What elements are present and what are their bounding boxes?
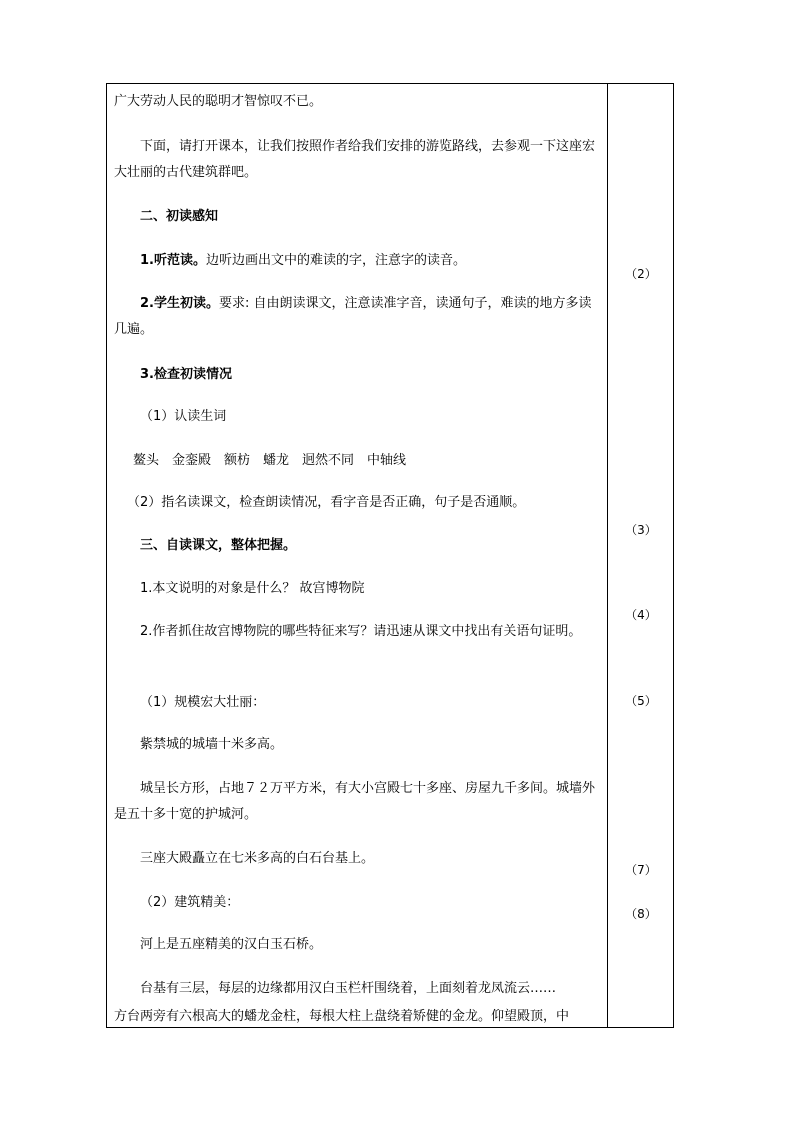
- step-text: 边听边画出文中的难读的字，注意字的读音。: [205, 253, 466, 268]
- margin-note: （3）: [625, 523, 657, 537]
- text-paragraph: 下面，请打开课本，让我们按照作者给我们安排的游览路线，去参观一下这座宏大壮丽的古代建筑群吧。: [114, 139, 596, 180]
- column-divider: [607, 84, 608, 1027]
- answer-paragraph: 城呈长方形，占地７２万平方米，有大小宫殿七十多座、房屋九千多间。城墙外是五十多十宽的护城河。: [114, 781, 596, 822]
- answer-line: 台基有三层，每层的边缘都用汉白玉栏杆围绕着，上面刻着龙凤流云……: [140, 981, 557, 996]
- vocabulary-list: 鳌头 金銮殿 额枋 蟠龙 迥然不同 中轴线: [133, 453, 407, 468]
- text-line: 广大劳动人民的聪明才智惊叹不已。: [114, 94, 323, 109]
- step-title: 2.学生初读。: [140, 296, 219, 311]
- sub-item: （1）认读生词: [140, 409, 227, 424]
- answer-line: 三座大殿矗立在七米多高的白石台基上。: [140, 851, 375, 866]
- section-heading: 二、初读感知: [140, 209, 219, 224]
- step-paragraph: [114, 291, 604, 343]
- step-title: 1.听范读。: [140, 253, 206, 268]
- lesson-content-cell: [107, 84, 607, 1027]
- step-text: 要求: 自由朗读课文，注意读准字音，读通句子，难读的地方多读几遍。: [114, 296, 592, 337]
- sub-item: （2）指名读课文，检查朗读情况，看字音是否正确，句子是否通顺。: [127, 495, 526, 510]
- margin-note: （7）: [625, 863, 657, 877]
- section-heading: 三、自读课文，整体把握。: [140, 538, 297, 553]
- question-line: 1.本文说明的对象是什么？ 故宫博物院: [140, 581, 365, 596]
- step-line: [140, 248, 630, 274]
- margin-note: （8）: [625, 907, 657, 921]
- margin-note: （4）: [625, 608, 657, 622]
- step-heading: 3.检查初读情况: [140, 367, 232, 382]
- margin-note: （5）: [625, 694, 657, 708]
- margin-note: （2）: [625, 267, 657, 281]
- lesson-table: [106, 83, 674, 1028]
- sub-item: （2）建筑精美：: [140, 895, 240, 910]
- question-paragraph: 2.作者抓住故宫博物院的哪些特征来写？请迅速从课文中找出有关语句证明。: [140, 624, 582, 639]
- answer-line: 紫禁城的城墙十米多高。: [140, 737, 284, 752]
- answer-line: 方台两旁有六根高大的蟠龙金柱，每根大柱上盘绕着矫健的金龙。仰望殿顶，中: [114, 1009, 570, 1024]
- answer-line: 河上是五座精美的汉白玉石桥。: [140, 937, 323, 952]
- sub-item: （1）规模宏大壮丽：: [140, 695, 266, 710]
